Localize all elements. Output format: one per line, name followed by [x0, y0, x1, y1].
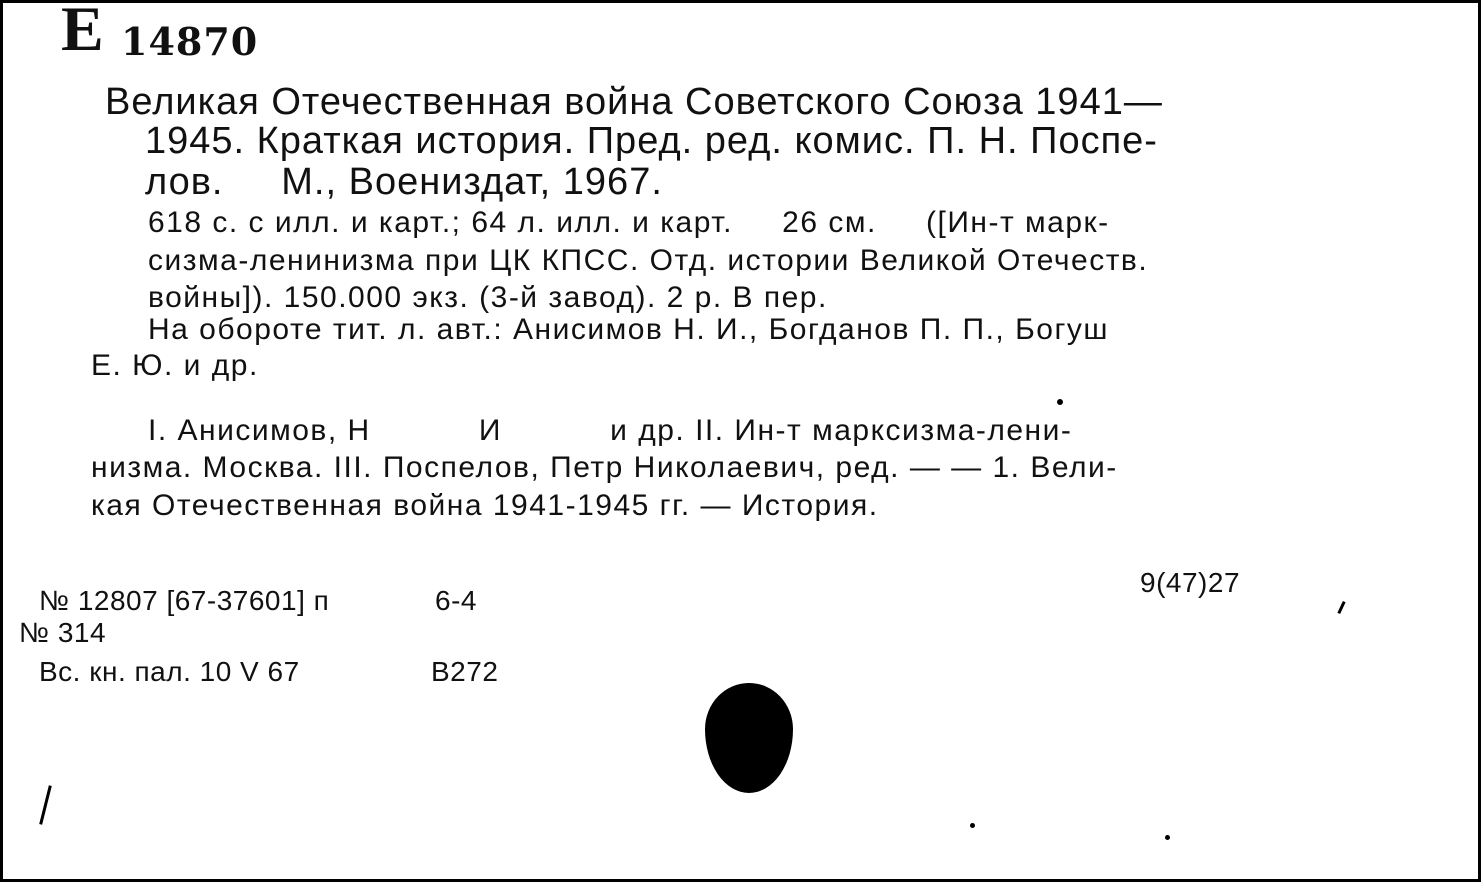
description-line-3: войны]). 150.000 экз. (3-й завод). 2 р. В пер.	[148, 281, 828, 314]
pen-mark	[1337, 601, 1345, 614]
catalog-code-1: 6-4	[435, 585, 477, 616]
note-line-1: На обороте тит. л. авт.: Анисимов Н. И., Богданов П. П., Богуш	[148, 313, 1109, 346]
stamp-letter: Е	[61, 0, 104, 64]
catalog-number-2: № 314	[19, 617, 107, 648]
title-line-1: Великая Отечественная война Советского Союза 1941—	[105, 81, 1163, 123]
title-line-3: лов. М., Воениздат, 1967.	[145, 161, 663, 203]
subject-line-3: кая Отечественная война 1941-1945 гг. — История.	[91, 489, 879, 522]
inventory-number: 14870	[121, 19, 259, 64]
pen-mark	[39, 785, 52, 825]
punch-hole	[705, 683, 793, 793]
description-line-1: 618 с. с илл. и карт.; 64 л. илл. и карт. 26 см. ([Ин-т марк-	[148, 206, 1110, 239]
speck	[970, 823, 975, 828]
catalog-code-2: В272	[431, 656, 499, 687]
classification-code: 9(47)27	[1140, 567, 1241, 598]
subject-line-2: низма. Москва. III. Поспелов, Петр Николаевич, ред. — — 1. Вели-	[91, 451, 1118, 484]
title-line-2: 1945. Краткая история. Пред. ред. комис. П. Н. Поспе-	[145, 120, 1158, 162]
description-line-2: сизма-ленинизма при ЦК КПСС. Отд. истории Великой Отечеств.	[148, 244, 1149, 277]
speck	[1057, 399, 1063, 405]
subject-line-1: I. Анисимов, Н И и др. II. Ин-т марксизма-лени-	[148, 414, 1073, 447]
speck	[1165, 835, 1170, 840]
catalog-number: № 12807 [67-37601] п	[39, 585, 330, 616]
book-chamber-label: Вс. кн. пал. 10 V 67	[39, 656, 300, 687]
note-line-2: Е. Ю. и др.	[91, 349, 259, 382]
